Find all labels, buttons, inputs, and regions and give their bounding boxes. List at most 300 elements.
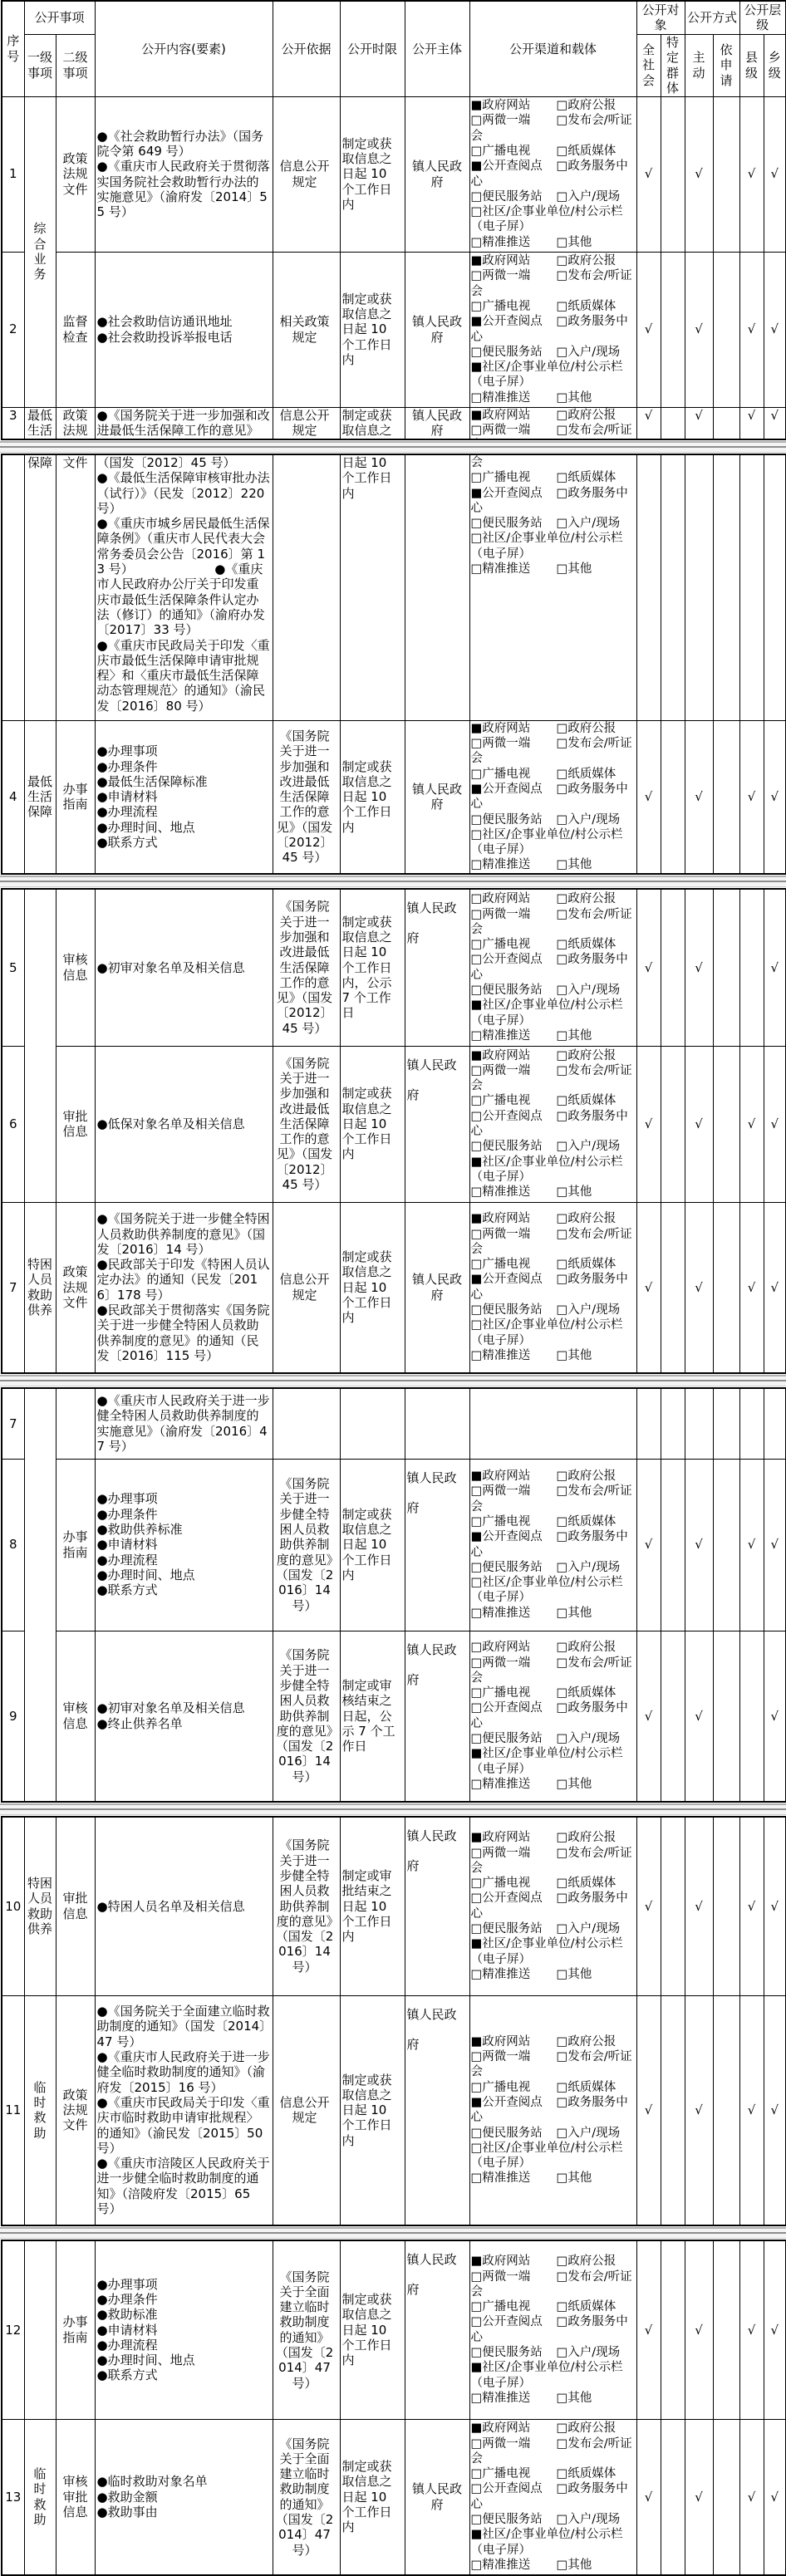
channel-label: 两微一端 — [482, 2050, 531, 2064]
channel-option — [471, 189, 557, 204]
channel-option — [471, 516, 557, 531]
content-item: ●《最低生活保障审核审批办法（试行）》（民发〔2012〕220 号） — [96, 470, 270, 516]
row-number — [2, 2419, 24, 2575]
channel-label: 入户/现场 — [567, 812, 621, 827]
content-elements — [95, 1046, 273, 1202]
checked-box-icon: ■ — [470, 1273, 483, 1287]
channel-option — [471, 470, 557, 485]
channel-option — [557, 99, 617, 112]
channel-label: 社区/企事业单位/村公示栏（电子屏） — [470, 999, 623, 1028]
time-text: 制定或获取信息之日起 10 个工作日内 — [341, 2459, 392, 2535]
channel-line — [471, 189, 635, 204]
checked-box-icon: ■ — [470, 315, 483, 329]
channel-line — [471, 2360, 635, 2391]
channel-label: 政务服务中心 — [470, 1892, 628, 1921]
header-target-all — [636, 34, 661, 96]
level2-text: 审核信息 — [62, 1700, 88, 1731]
check-mark-icon: √ — [770, 2489, 779, 2505]
checked-box-icon: ■ — [470, 999, 483, 1013]
row-number-text: 10 — [5, 1898, 22, 1914]
checked-box-icon: ■ — [470, 782, 483, 796]
content-item: ●临时救助对象名单 — [96, 2474, 208, 2490]
channel-line — [471, 782, 635, 812]
row-number — [2, 720, 24, 874]
check-mark-icon: √ — [644, 1537, 653, 1553]
unchecked-box-icon: □ — [556, 486, 568, 500]
level1-text: 特困人员救助供养 — [27, 1876, 52, 1937]
channel-option — [471, 1156, 623, 1184]
unchecked-box-icon: □ — [556, 562, 568, 577]
channel-label: 其他 — [567, 2171, 592, 2186]
basis — [273, 1202, 340, 1373]
header-target-specific-label: 特定群体 — [666, 34, 680, 96]
unchecked-box-icon: □ — [556, 2391, 568, 2405]
channel-option — [471, 828, 623, 856]
checked-box-icon: ■ — [470, 2361, 483, 2375]
channel-label: 便民服务站 — [482, 984, 543, 998]
channel-label: 政务服务中心 — [470, 315, 628, 344]
time-limit — [340, 1459, 405, 1631]
channel-option — [471, 2299, 557, 2314]
level2-item — [56, 720, 95, 874]
mark-level-county — [739, 720, 764, 874]
channel-label: 精准推送 — [482, 858, 531, 872]
subject-text: 镇人民政府 — [411, 2481, 462, 2512]
channel-label: 纸质媒体 — [567, 767, 617, 781]
level1-text: 综合业务 — [33, 221, 47, 282]
subject — [405, 2419, 469, 2575]
channel-label: 其他 — [567, 2558, 592, 2572]
level2-text: 办事指南 — [62, 781, 88, 812]
subject — [405, 1046, 469, 1202]
check-mark-icon: √ — [695, 2103, 703, 2118]
content-item: ●办理条件 — [96, 1506, 158, 1522]
channel-option — [471, 1227, 557, 1242]
subject — [405, 1995, 469, 2225]
header-subject-label: 公开主体 — [412, 41, 463, 56]
checked-box-icon: ■ — [470, 361, 483, 375]
channel-line — [471, 2466, 635, 2481]
basis — [273, 1459, 340, 1631]
content-item: ●申请材料 — [96, 2322, 158, 2338]
channel-option — [471, 721, 557, 736]
disclosure-table-page-2 — [1, 454, 786, 875]
channel-label: 其他 — [567, 1606, 592, 1620]
level2-item — [56, 1817, 95, 1995]
channel-label: 政府公报 — [567, 1212, 617, 1226]
row-number — [2, 96, 24, 252]
check-mark-icon: √ — [770, 1116, 779, 1131]
channels — [469, 1995, 636, 2225]
mark-level-town — [764, 407, 786, 439]
subject-text: 镇人民政府 — [412, 314, 463, 345]
unchecked-box-icon: □ — [470, 907, 483, 921]
table-row — [2, 720, 786, 874]
checked-box-icon: ■ — [470, 1470, 483, 1484]
level2-item — [56, 2240, 95, 2419]
channel-option — [557, 1686, 617, 1700]
unchecked-box-icon: □ — [556, 782, 568, 796]
channel-line — [471, 1272, 635, 1303]
channel-line — [471, 235, 635, 250]
header-level-town-label: 乡级 — [768, 50, 781, 81]
channel-line — [471, 1484, 635, 1514]
time-text: 制定或审批结束之日起 10 个工作日内 — [341, 1868, 392, 1945]
channel-line — [471, 736, 635, 767]
channel-option — [471, 1529, 557, 1544]
channel-label: 社区/企事业单位/村公示栏（电子屏） — [470, 205, 623, 234]
channel-option — [557, 562, 592, 576]
channel-option — [471, 98, 557, 113]
channel-label: 两微一端 — [482, 907, 531, 921]
channel-option — [471, 1656, 557, 1671]
header-level — [739, 1, 786, 34]
mark-level-town — [764, 1459, 786, 1631]
channel-line — [471, 562, 635, 577]
unchecked-box-icon: □ — [470, 858, 483, 872]
level2-text: 审核信息 — [62, 952, 88, 983]
mark-level-town — [764, 720, 786, 874]
check-mark-icon: √ — [644, 2322, 653, 2338]
check-mark-icon: √ — [644, 2103, 653, 2118]
channel-label: 入户/现场 — [567, 2513, 621, 2527]
level2-text: 审批信息 — [62, 1891, 88, 1921]
channel-label: 公开查阅点 — [482, 315, 543, 329]
channels — [469, 720, 636, 874]
channel-label: 入户/现场 — [567, 517, 621, 531]
channel-label: 精准推送 — [482, 562, 531, 577]
channel-option — [471, 1560, 557, 1575]
header-level-town — [764, 34, 786, 96]
header-mode — [685, 1, 739, 34]
channel-line — [471, 1656, 635, 1686]
unchecked-box-icon: □ — [470, 1892, 483, 1906]
unchecked-box-icon: □ — [556, 1028, 568, 1043]
basis — [273, 1817, 340, 1995]
level2-item — [56, 454, 95, 720]
row-number — [2, 1631, 24, 1802]
unchecked-box-icon: □ — [556, 235, 568, 249]
channel-line — [471, 2034, 635, 2049]
unchecked-box-icon: □ — [556, 1348, 568, 1362]
empty-cell — [469, 1388, 636, 1459]
channel-option — [471, 1469, 557, 1484]
channel-line — [471, 1921, 635, 1936]
unchecked-box-icon: □ — [556, 2315, 568, 2329]
check-mark-icon: √ — [747, 321, 756, 337]
level1-item — [24, 454, 56, 720]
channel-label: 公开查阅点 — [482, 2095, 543, 2109]
channel-option — [557, 2421, 617, 2435]
channel-label: 两微一端 — [482, 423, 531, 437]
subject-text: 镇人民政府 — [406, 2252, 457, 2297]
time-limit — [340, 1817, 405, 1995]
channel-line — [471, 268, 635, 299]
channel-label: 两微一端 — [482, 269, 531, 283]
time-limit — [340, 1631, 405, 1802]
mark-mode-apply — [713, 1459, 739, 1631]
check-mark-icon: √ — [770, 166, 779, 182]
time-limit — [340, 407, 405, 439]
mark-target-all — [636, 407, 661, 439]
check-mark-icon: √ — [644, 959, 653, 975]
mark-mode-active — [685, 1202, 713, 1373]
mark-target-all — [636, 1046, 661, 1202]
mark-level-town — [764, 1995, 786, 2225]
unchecked-box-icon: □ — [556, 767, 568, 781]
subject-text: 镇人民政府 — [406, 1470, 457, 1515]
unchecked-box-icon: □ — [556, 1656, 568, 1670]
time-limit — [340, 1202, 405, 1373]
unchecked-box-icon: □ — [470, 2513, 483, 2527]
channel-option — [557, 1185, 592, 1199]
row-number-text: 5 — [8, 959, 17, 975]
unchecked-box-icon: □ — [556, 408, 568, 422]
unchecked-box-icon: □ — [556, 2513, 568, 2527]
unchecked-box-icon: □ — [470, 1922, 483, 1936]
unchecked-box-icon: □ — [556, 189, 568, 204]
level2-item — [56, 96, 95, 252]
check-mark-icon: √ — [644, 1898, 653, 1914]
mark-target-all — [636, 1459, 661, 1631]
content-item: ●《社会救助暂行办法》（国务院令第 649 号） — [96, 128, 264, 159]
checked-box-icon: ■ — [470, 1937, 483, 1951]
content-item: ●终止供养名单 — [96, 1715, 183, 1731]
channels — [469, 1202, 636, 1373]
channel-line — [471, 937, 635, 952]
channel-label: 公开查阅点 — [482, 1701, 543, 1715]
channel-option — [557, 1029, 592, 1043]
channel-option — [471, 455, 632, 469]
header-level-county — [739, 34, 764, 96]
channel-line — [471, 1640, 635, 1655]
level2-text: 政策法规文件 — [62, 151, 88, 197]
channel-line — [471, 408, 635, 423]
mark-level-town — [764, 889, 786, 1046]
level1-item — [24, 2240, 56, 2419]
channel-label: 社区/企事业单位/村公示栏（电子屏） — [470, 1155, 623, 1184]
unchecked-box-icon: □ — [470, 2300, 483, 2314]
table-row — [2, 1202, 786, 1373]
checked-box-icon: ■ — [470, 1831, 483, 1845]
channel-label: 社区/企事业单位/村公示栏（电子屏） — [470, 2361, 623, 2390]
empty-cell — [405, 1388, 469, 1459]
page-break — [0, 1375, 786, 1386]
unchecked-box-icon: □ — [470, 1140, 483, 1154]
subject — [405, 720, 469, 874]
basis — [273, 1631, 340, 1802]
time-text: 制定或审核结束之日起，公示 7 个工作日 — [341, 1678, 395, 1754]
level1-text: 保障 — [27, 455, 52, 470]
channel-option — [471, 390, 557, 405]
mark-target-specific — [661, 1459, 685, 1631]
channel-option — [471, 2314, 557, 2329]
row-number-text: 1 — [8, 166, 17, 182]
channel-option — [557, 1049, 617, 1062]
unchecked-box-icon: □ — [556, 1048, 568, 1062]
channel-line — [471, 2080, 635, 2095]
channel-option — [557, 236, 592, 249]
header-level-county-label: 县级 — [745, 50, 759, 81]
unchecked-box-icon: □ — [470, 1701, 483, 1715]
content-item: ●《重庆市民政局关于印发〈重庆市临时救助申请审批规程〉的通知》（渝民发〔2015〕50 号） — [96, 2094, 270, 2156]
row-number — [2, 2240, 24, 2419]
mark-level-county — [739, 1817, 764, 1995]
unchecked-box-icon: □ — [470, 2346, 483, 2360]
channel-line — [471, 2512, 635, 2527]
channel-option — [557, 145, 617, 158]
mark-level-town — [764, 1817, 786, 1995]
channel-option — [471, 2171, 557, 2186]
unchecked-box-icon: □ — [470, 767, 483, 781]
time-text: 制定或获取信息之日起 10 个工作日内 — [341, 135, 392, 212]
mark-target-all — [636, 1631, 661, 1802]
channel-option — [471, 2254, 557, 2269]
channel-label: 纸质媒体 — [567, 1877, 617, 1891]
mark-target-all — [636, 454, 661, 720]
channel-line — [471, 486, 635, 517]
channel-line — [471, 2314, 635, 2345]
mark-target-all — [636, 2240, 661, 2419]
channel-line — [471, 314, 635, 345]
level1-item — [24, 889, 56, 1202]
channel-line — [471, 531, 635, 562]
unchecked-box-icon: □ — [556, 1063, 568, 1077]
mark-mode-apply — [713, 1631, 739, 1802]
mark-target-specific — [661, 889, 685, 1046]
unchecked-box-icon: □ — [556, 1641, 568, 1655]
channel-option — [471, 2528, 623, 2556]
unchecked-box-icon: □ — [470, 827, 483, 841]
channel-line — [471, 983, 635, 998]
unchecked-box-icon: □ — [556, 892, 568, 906]
channel-option — [471, 1211, 557, 1226]
channel-label: 社区/企事业单位/村公示栏（电子屏） — [470, 1937, 623, 1966]
channel-label: 社区/企事业单位/村公示栏（电子屏） — [470, 1747, 623, 1776]
unchecked-box-icon: □ — [556, 1470, 568, 1484]
mark-level-county — [739, 1995, 764, 2225]
channel-option — [471, 205, 623, 233]
channel-label: 公开查阅点 — [482, 2482, 543, 2496]
channel-line — [471, 1093, 635, 1108]
mark-level-county — [739, 252, 764, 407]
checked-box-icon: ■ — [470, 2421, 483, 2436]
basis-text: 信息公开规定 — [279, 1272, 330, 1303]
mark-mode-active — [685, 1817, 713, 1995]
channel-label: 广播电视 — [482, 767, 531, 781]
content-item: ●民政部关于印发《特困人员认定办法》的通知（民发〔2016〕178 号） — [96, 1257, 270, 1303]
unchecked-box-icon: □ — [556, 1212, 568, 1226]
content-item: ●申请材料 — [96, 789, 158, 805]
unchecked-box-icon: □ — [470, 1641, 483, 1655]
channel-line — [471, 1469, 635, 1484]
unchecked-box-icon: □ — [556, 721, 568, 735]
check-mark-icon: √ — [770, 1898, 779, 1914]
channel-line — [471, 204, 635, 235]
channel-line — [471, 98, 635, 113]
channel-option — [471, 1048, 557, 1063]
content-item: ●联系方式 — [96, 1582, 158, 1598]
channel-option — [471, 1348, 557, 1363]
unchecked-box-icon: □ — [556, 99, 568, 113]
unchecked-box-icon: □ — [470, 1484, 483, 1499]
unchecked-box-icon: □ — [470, 1303, 483, 1317]
channels — [469, 2240, 636, 2419]
channel-option — [471, 952, 557, 967]
mark-target-all — [636, 1817, 661, 1995]
channel-label: 公开查阅点 — [482, 953, 543, 967]
channel-label: 其他 — [567, 858, 592, 872]
channel-label: 精准推送 — [482, 2391, 531, 2405]
channel-option — [557, 892, 617, 905]
mark-level-town — [764, 1046, 786, 1202]
time-text: 制定或获取信息之日起 10 个工作日内 — [341, 291, 392, 367]
unchecked-box-icon: □ — [556, 1094, 568, 1108]
channel-option — [471, 1937, 623, 1965]
header-content-label: 公开内容(要素) — [141, 41, 226, 56]
mark-mode-apply — [713, 454, 739, 720]
channel-option — [557, 1470, 617, 1483]
channel-line — [471, 1348, 635, 1363]
unchecked-box-icon: □ — [470, 2080, 483, 2094]
mark-target-all — [636, 889, 661, 1046]
channel-option — [557, 471, 617, 484]
channel-option — [557, 1515, 617, 1528]
channel-label: 两微一端 — [482, 2436, 531, 2451]
channel-label: 精准推送 — [482, 1185, 531, 1200]
subject-text: 镇人民政府 — [411, 781, 462, 812]
channel-option — [557, 984, 621, 997]
channel-label: 两微一端 — [482, 1484, 531, 1499]
channel-label: 广播电视 — [482, 1686, 531, 1700]
row-number — [2, 407, 24, 439]
channel-option — [471, 767, 557, 782]
channel-option — [471, 1846, 557, 1861]
row-number — [2, 1046, 24, 1202]
mark-level-county — [739, 407, 764, 439]
channel-option — [557, 1778, 592, 1791]
channel-label: 其他 — [567, 1777, 592, 1791]
channels — [469, 1631, 636, 1802]
channel-label: 广播电视 — [482, 2080, 531, 2094]
header-mode-label: 公开方式 — [687, 10, 738, 26]
unchecked-box-icon: □ — [470, 2482, 483, 2496]
empty-cell — [713, 1388, 739, 1459]
channel-label: 便民服务站 — [482, 2513, 543, 2527]
content-item: ●办理时间、地点 — [96, 819, 195, 835]
channel-label: 政务服务中心 — [470, 1109, 628, 1138]
check-mark-icon: √ — [644, 1116, 653, 1131]
channel-option — [471, 299, 557, 314]
check-mark-icon: √ — [644, 1708, 653, 1724]
content-item: ●救助标准 — [96, 2307, 158, 2323]
channel-option — [471, 2361, 623, 2389]
content-item: ●办理条件 — [96, 2292, 158, 2307]
row-number-text: 9 — [8, 1708, 17, 1724]
content-item: ●办理时间、地点 — [96, 2353, 195, 2368]
basis-text: 相关政策规定 — [279, 314, 330, 345]
unchecked-box-icon: □ — [556, 2080, 568, 2094]
header-channel-label: 公开渠道和载体 — [509, 41, 597, 56]
check-mark-icon: √ — [644, 321, 653, 337]
channel-option — [471, 1640, 557, 1655]
channel-line — [471, 113, 635, 144]
channels — [469, 2419, 636, 2575]
mark-target-specific — [661, 1817, 685, 1995]
channel-label: 其他 — [567, 1028, 592, 1043]
unchecked-box-icon: □ — [556, 1484, 568, 1499]
channel-label: 政府网站 — [482, 254, 531, 268]
